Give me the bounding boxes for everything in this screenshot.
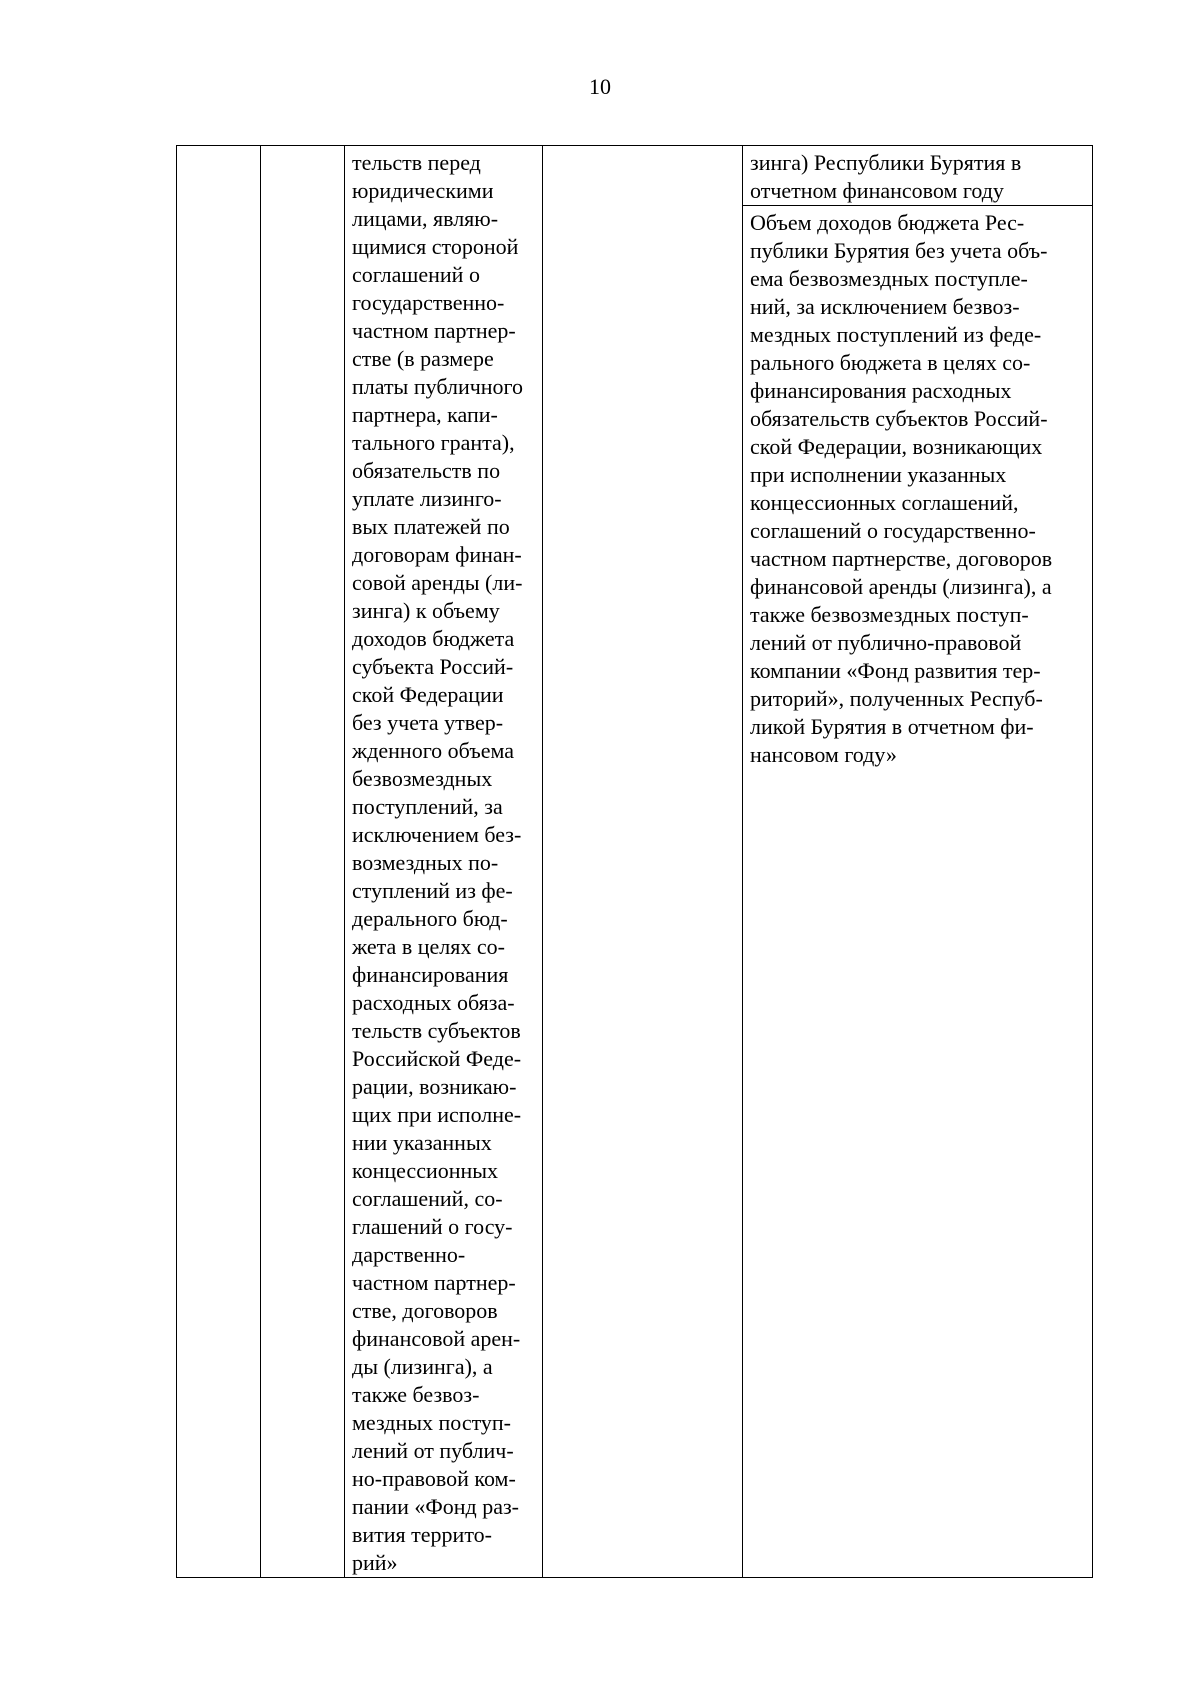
text-line: но-правовой ком- <box>352 1466 516 1491</box>
text-line: жденного объема <box>352 738 515 763</box>
text-line: зинга) к объему <box>352 598 500 623</box>
text-line: поступлений, за <box>352 794 503 819</box>
text-line: ской Федерации <box>352 682 504 707</box>
text-line: стве, договоров <box>352 1298 498 1323</box>
text-line: субъекта Россий- <box>352 654 514 679</box>
text-line: также безвоз- <box>352 1382 480 1407</box>
text-line: обязательств по <box>352 458 501 483</box>
text-line: частном партнерстве, договоров <box>750 546 1053 571</box>
text-line: пании «Фонд раз- <box>352 1494 519 1519</box>
table-cell-col2 <box>261 146 345 1578</box>
text-line: возмездных по- <box>352 850 499 875</box>
text-line: дерального бюд- <box>352 906 508 931</box>
text-line: концессионных <box>352 1158 499 1183</box>
text-line: соглашений о государственно- <box>750 518 1036 543</box>
text-line: вых платежей по <box>352 514 510 539</box>
text-line: ды (лизинга), а <box>352 1354 493 1379</box>
text-line: щимися стороной <box>352 234 519 259</box>
text-line: тельств субъектов <box>352 1018 521 1043</box>
text-line: компании «Фонд развития тер- <box>750 658 1041 683</box>
text-line: дарственно- <box>352 1242 466 1267</box>
text-line: также безвозмездных поступ- <box>750 602 1029 627</box>
page-number: 10 <box>589 74 611 99</box>
text-line: финансовой аренды (лизинга), а <box>750 574 1052 599</box>
text-line: отчетном финансовом году <box>750 178 1004 203</box>
text-line: частном партнер- <box>352 1270 516 1295</box>
text-line: лений от публично-правовой <box>750 630 1022 655</box>
text-line: исключением без- <box>352 822 522 847</box>
text-line: вития террито- <box>352 1522 492 1547</box>
text-line: финансирования <box>352 962 509 987</box>
text-line: концессионных соглашений, <box>750 490 1019 515</box>
text-line: частном партнер- <box>352 318 516 343</box>
text-line: тального гранта), <box>352 430 515 455</box>
text-line: лицами, являю- <box>352 206 499 231</box>
text-line: нии указанных <box>352 1130 492 1155</box>
text-line: совой аренды (ли- <box>352 570 523 595</box>
text-line: доходов бюджета <box>352 626 515 651</box>
text-line: при исполнении указанных <box>750 462 1007 487</box>
table-cell-col1 <box>177 146 261 1578</box>
document-table <box>176 145 1093 1578</box>
text-line: рации, возникаю- <box>352 1074 517 1099</box>
text-line: тельств перед <box>352 150 481 175</box>
table-row <box>177 146 1093 1578</box>
table-cell-col5 <box>743 146 1093 1578</box>
text-line: Российской Феде- <box>352 1046 522 1071</box>
text-line: рального бюджета в целях со- <box>750 350 1031 375</box>
text-line: ступлений из фе- <box>352 878 513 903</box>
cell-text-indicator-description <box>345 146 542 1577</box>
text-line: государственно- <box>352 290 505 315</box>
text-line: безвозмездных <box>352 766 493 791</box>
text-line: лений от публич- <box>352 1438 514 1463</box>
text-line: мездных поступ- <box>352 1410 512 1435</box>
text-line: платы публичного <box>352 374 524 399</box>
text-line: ема безвозмездных поступле- <box>750 266 1028 291</box>
text-line: соглашений, со- <box>352 1186 503 1211</box>
text-line: финансирования расходных <box>750 378 1012 403</box>
text-line: обязательств субъектов Россий- <box>750 406 1048 431</box>
text-line: мездных поступлений из феде- <box>750 322 1042 347</box>
text-line: финансовой арен- <box>352 1326 521 1351</box>
table-cell-col4 <box>543 146 743 1578</box>
table-cell-col3 <box>345 146 543 1578</box>
text-line: щих при исполне- <box>352 1102 522 1127</box>
text-line: партнера, капи- <box>352 402 498 427</box>
text-line: жета в целях со- <box>352 934 505 959</box>
text-line: ликой Бурятия в отчетном фи- <box>750 714 1034 739</box>
text-line: без учета утвер- <box>352 710 504 735</box>
text-line: ний, за исключением безвоз- <box>750 294 1020 319</box>
text-line: зинга) Республики Бурятия в <box>750 150 1022 175</box>
cell-text-continuation <box>743 146 1092 206</box>
text-line: ской Федерации, возникающих <box>750 434 1043 459</box>
text-line: публики Бурятия без учета объ- <box>750 238 1048 263</box>
cell-text-revenue-definition <box>743 206 1092 769</box>
text-line: стве (в размере <box>352 346 494 371</box>
text-line: глашений о госу- <box>352 1214 513 1239</box>
text-line: Объем доходов бюджета Рес- <box>750 210 1025 235</box>
text-line: нансовом году» <box>750 742 897 767</box>
text-line: юридическими <box>352 178 494 203</box>
text-line: рий» <box>352 1550 398 1575</box>
text-line: риторий», полученных Респуб- <box>750 686 1043 711</box>
text-line: договорам финан- <box>352 542 522 567</box>
text-line: соглашений о <box>352 262 480 287</box>
text-line: уплате лизинго- <box>352 486 502 511</box>
text-line: расходных обяза- <box>352 990 515 1015</box>
